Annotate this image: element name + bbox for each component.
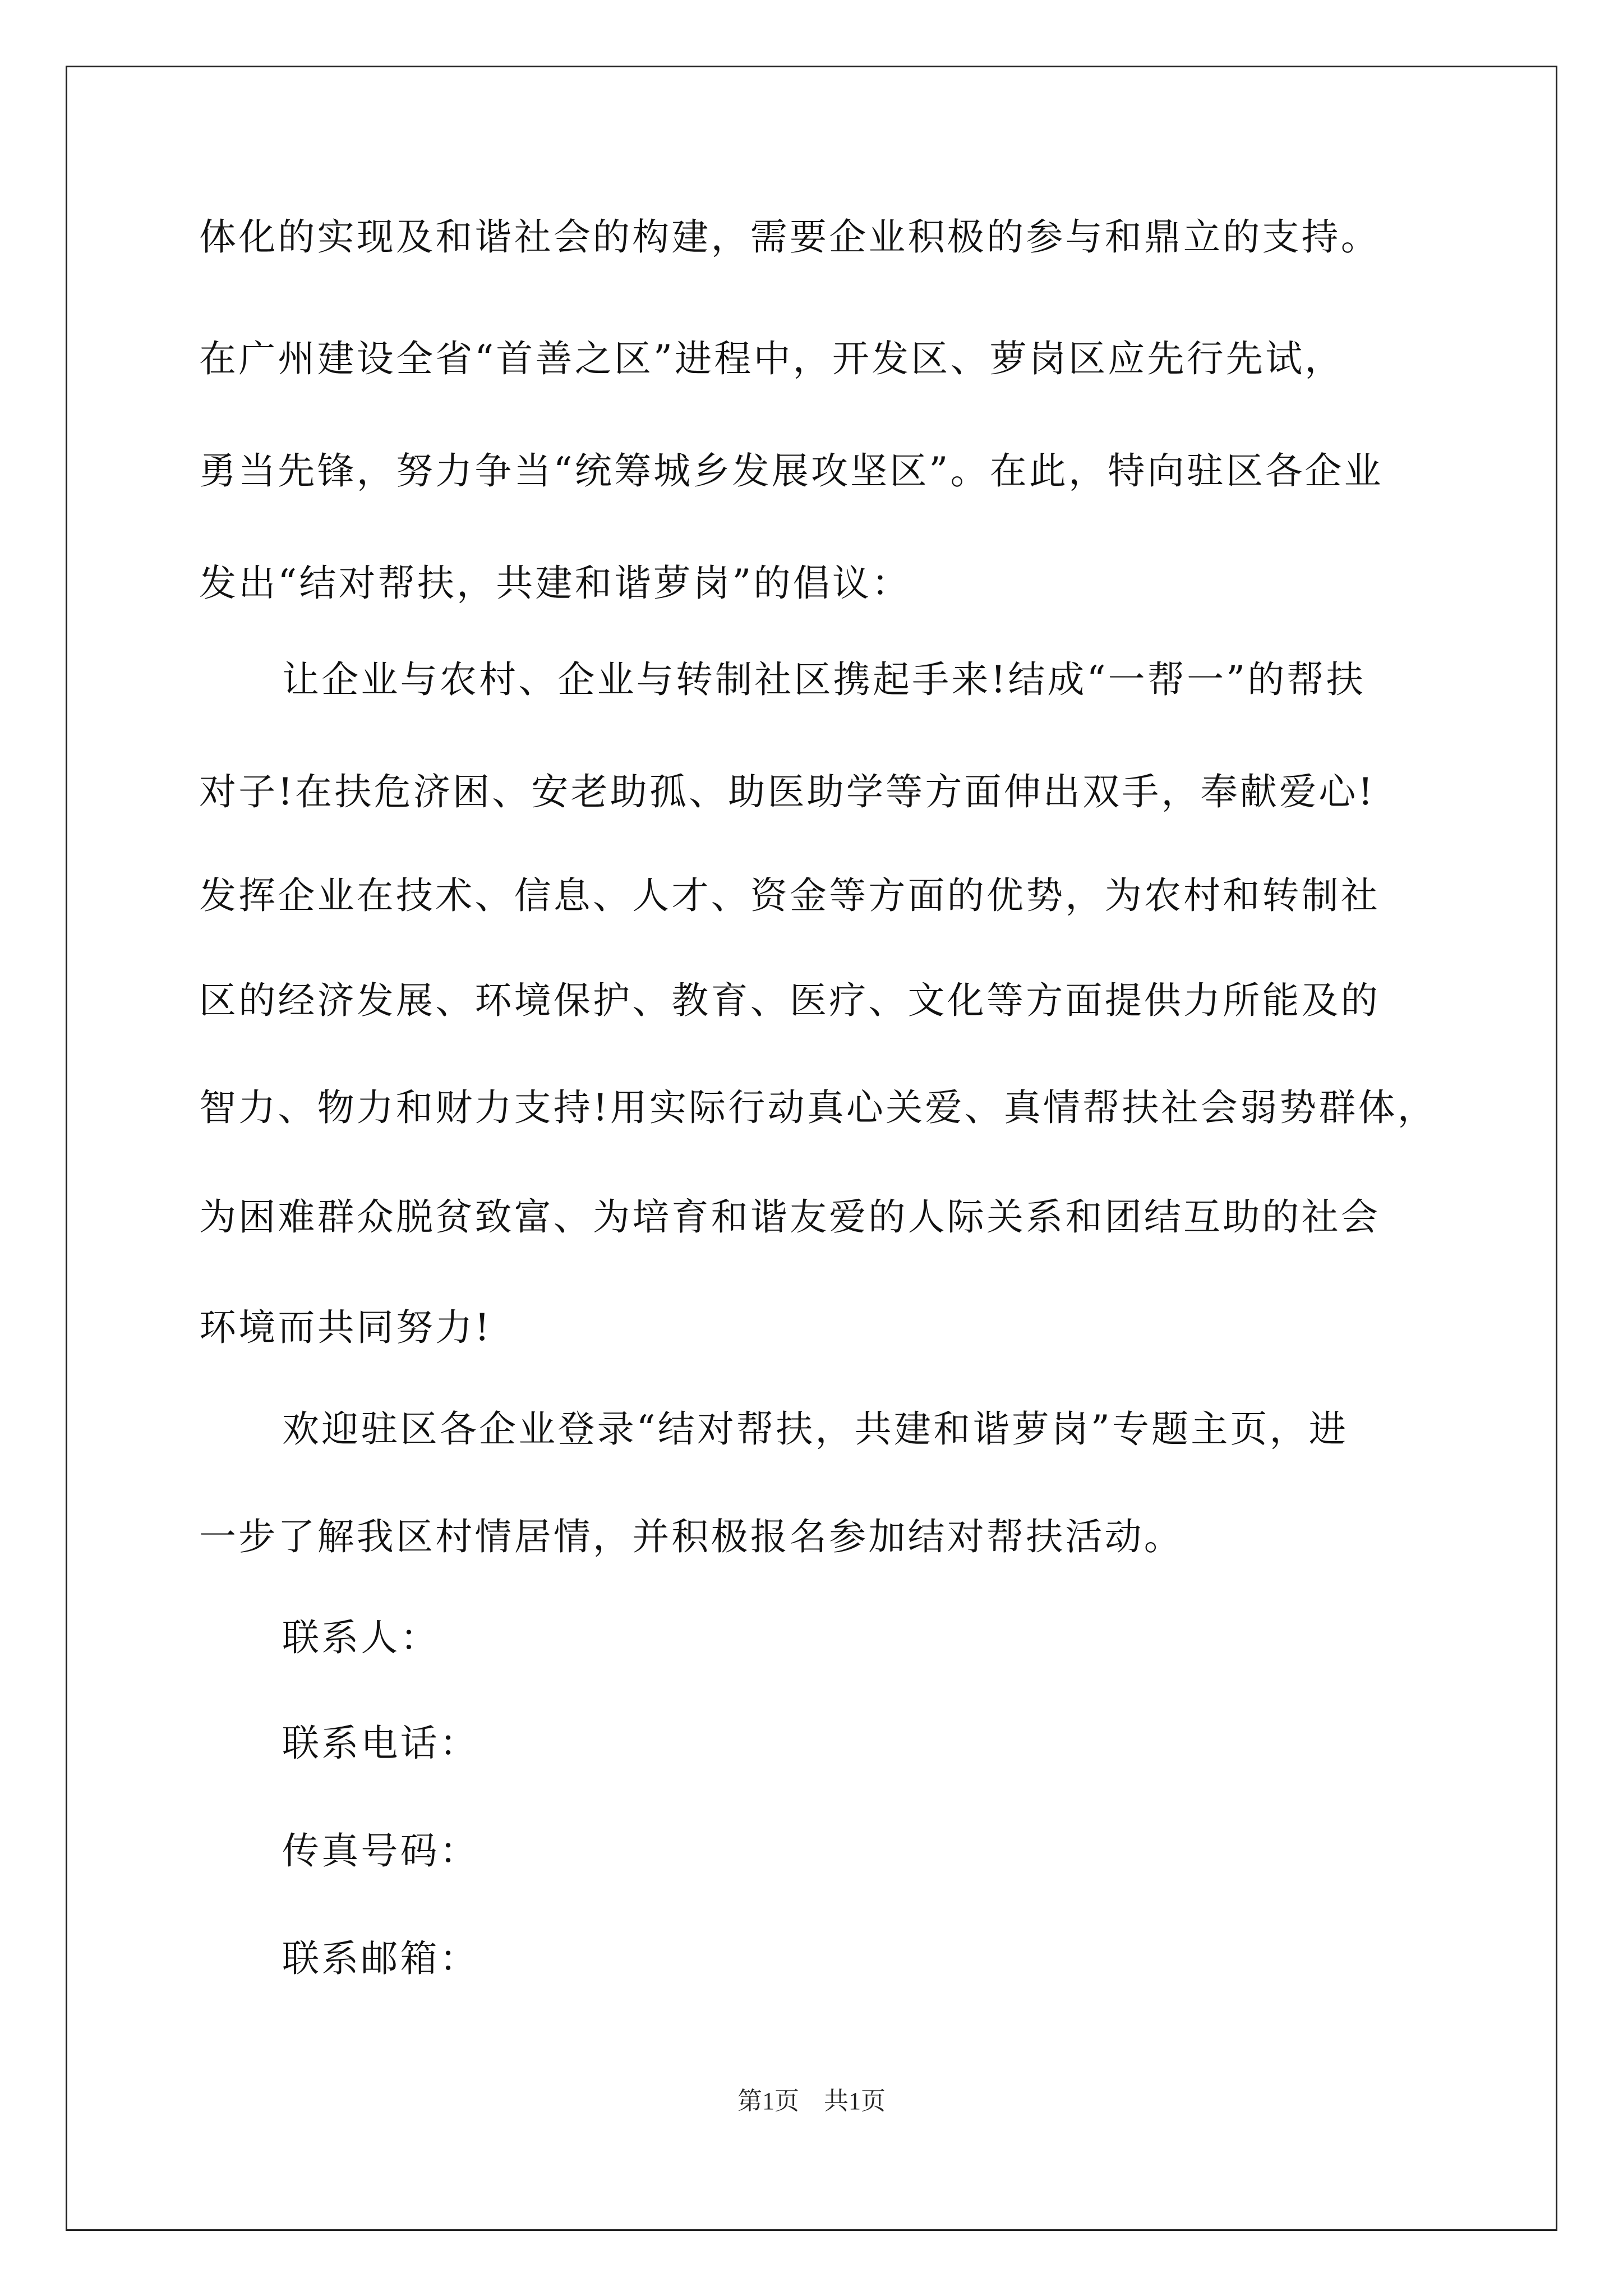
text-line: 区的经济发展、环境保护、教育、医疗、文化等方面提供力所能及的: [199, 979, 1380, 1022]
text-line: 在广州建设全省“首善之区”进程中，开发区、萝岗区应先行先试，: [199, 337, 1344, 380]
text-line: 为困难群众脱贫致富、为培育和谐友爱的人际关系和团结互助的社会: [199, 1195, 1380, 1239]
page-number-current: 第1页: [737, 2087, 799, 2115]
text-line: 智力、物力和财力支持!用实际行动真心关爱、真情帮扶社会弱势群体，: [199, 1086, 1437, 1129]
text-line: 让企业与农村、企业与转制社区携起手来!结成“一帮一”的帮扶: [282, 658, 1366, 701]
page-footer: [0, 2086, 1623, 2117]
text-line: 欢迎驻区各企业登录“结对帮扶，共建和谐萝岗”专题主页，进: [282, 1407, 1349, 1451]
text-line: 对子!在扶危济困、安老助孤、助医助学等方面伸出双手，奉献爱心!: [199, 770, 1376, 813]
text-line: 体化的实现及和谐社会的构建，需要企业积极的参与和鼎立的支持。: [199, 215, 1380, 259]
text-line: 勇当先锋，努力争当“统筹城乡发展攻坚区”。在此，特向驻区各企业: [199, 449, 1384, 493]
text-line: 环境而共同努力!: [199, 1306, 492, 1349]
text-line: 发出“结对帮扶，共建和谐萝岗”的倡议：: [199, 562, 911, 605]
contact-person-label: 联系人：: [282, 1616, 440, 1659]
page-number-total: 共1页: [824, 2087, 886, 2115]
contact-email-label: 联系邮箱：: [282, 1937, 479, 1980]
fax-number-label: 传真号码：: [282, 1829, 479, 1872]
text-line: 一步了解我区村情居情，并积极报名参加结对帮扶活动。: [199, 1515, 1183, 1558]
page-border: [66, 66, 1557, 2231]
contact-phone-label: 联系电话：: [282, 1722, 479, 1765]
text-line: 发挥企业在技术、信息、人才、资金等方面的优势，为农村和转制社: [199, 874, 1380, 917]
